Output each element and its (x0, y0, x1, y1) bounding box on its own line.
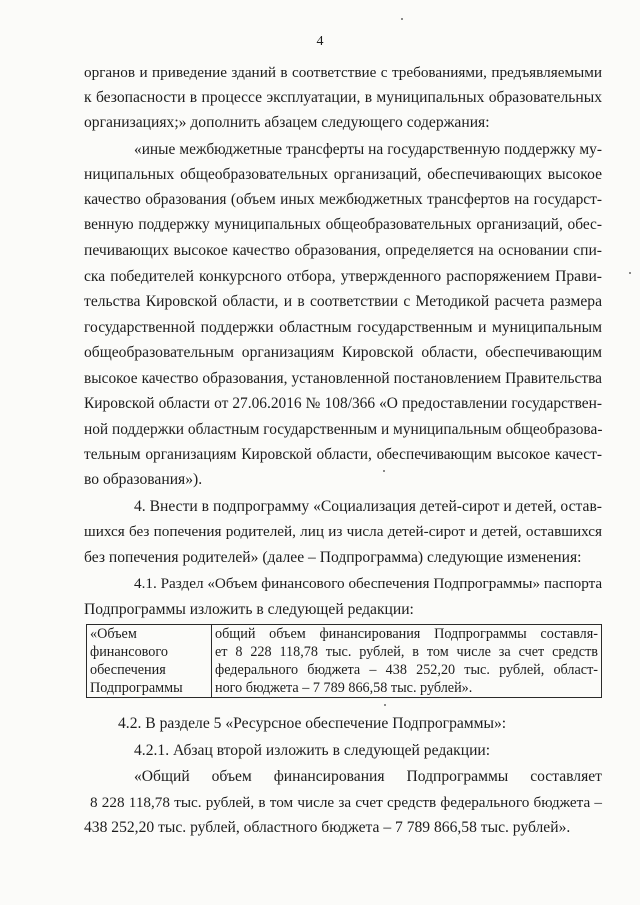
text-line: организациях;» дополнить абзацем следующего содержания: (84, 114, 490, 131)
table-label-cell (87, 625, 212, 698)
page-number: 4 (316, 34, 324, 49)
text-line: «иные межбюджетные трансферты на государственную поддержку му- (134, 141, 602, 158)
cell-text: финансового (90, 644, 168, 660)
text-line: 4.2. В разделе 5 «Ресурсное обеспечение Подпрограммы»: (118, 715, 507, 732)
text-line: Кировской области от 27.06.2016 № 108/366 «О предоставлении государствен- (84, 395, 602, 412)
text-line: 4.1. Раздел «Объем финансового обеспечения Подпрограммы» паспорта (134, 575, 603, 592)
text-line: к безопасности в процессе эксплуатации, в муниципальных образовательных (84, 89, 602, 106)
text-line: ска победителей конкурсного отбора, утвержденного распоряжением Прави- (84, 268, 602, 285)
cell-text: обеспечения (90, 662, 166, 678)
text-line: ной поддержки областным государственным и муниципальным общеобразова- (84, 421, 603, 438)
scan-speck (401, 18, 403, 20)
cell-text: «Объем (90, 626, 137, 642)
text-line: высокое качество образования, установленной постановлением Правительства (84, 370, 602, 387)
cell-text: ного бюджета – 7 789 866,58 тыс. рублей». (215, 680, 473, 696)
text-line: государственной поддержки областным государственным и муниципальным (84, 319, 602, 336)
cell-text: ет 8 228 118,78 тыс. рублей, в том числе за счет средств (215, 644, 598, 660)
text-line: 438 252,20 тыс. рублей, областного бюджета – 7 789 866,58 тыс. рублей». (84, 819, 571, 836)
passport-table (86, 624, 602, 698)
text-line: без попечения родителей» (далее – Подпрограмма) следующие изменения: (84, 549, 582, 566)
scan-speck (629, 272, 631, 274)
text-line: качество образования (объем иных межбюджетных трансфертов на государст- (84, 191, 602, 208)
table-row (87, 625, 602, 698)
scan-speck (383, 470, 385, 472)
text-line: во образования»). (84, 471, 203, 488)
text-line: тельным организациям Кировской области, обеспечивающим высокое качест- (84, 446, 602, 463)
scan-speck (384, 704, 386, 706)
cell-text: федерального бюджета – 438 252,20 тыс. рублей, област- (215, 662, 598, 678)
text-line: 4. Внести в подпрограмму «Социализация детей-сирот и детей, остав- (134, 498, 602, 515)
text-line: общеобразовательным организациям Кировской области, обеспечивающим (84, 344, 602, 361)
cell-text: Подпрограммы (90, 680, 183, 696)
table-value-cell (212, 625, 602, 698)
text-line: ниципальных общеобразовательных организаций, обеспечивающих высокое (84, 166, 602, 183)
text-line: органов и приведение зданий в соответствие с требованиями, предъявляемыми (84, 64, 602, 81)
text-line: 4.2.1. Абзац второй изложить в следующей редакции: (134, 742, 491, 759)
text-line: венную поддержку муниципальных общеобразовательных организаций, обес- (84, 216, 602, 233)
cell-text: общий объем финансирования Подпрограммы составля- (215, 626, 598, 642)
text-line: 8 228 118,78 тыс. рублей, в том числе за счет средств федерального бюджета – (90, 794, 602, 811)
text-line: шихся без попечения родителей, лиц из числа детей-сирот и детей, оставшихся (84, 523, 602, 540)
text-line: тельства Кировской области, и в соответствии с Методикой расчета размера (84, 293, 602, 310)
text-line: печивающих высокое качество образования, определяется на основании спи- (84, 242, 602, 259)
text-line: Подпрограммы изложить в следующей редакции: (84, 601, 414, 618)
text-line: «Общий объем финансирования Подпрограммы составляет (134, 768, 602, 785)
